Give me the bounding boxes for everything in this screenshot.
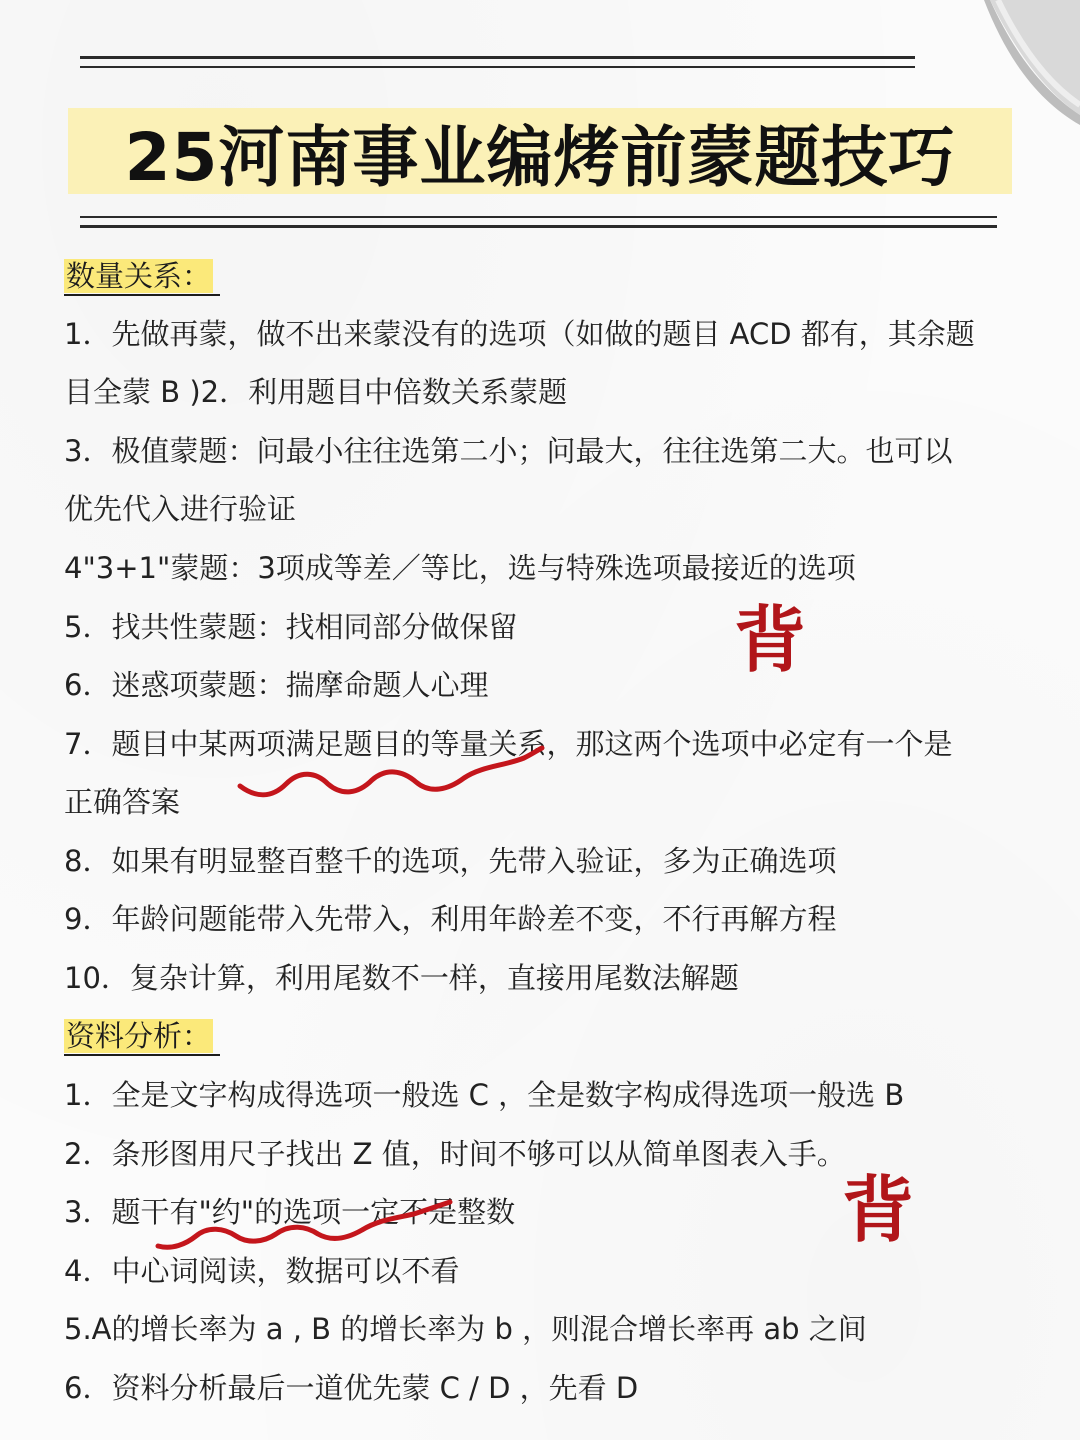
handwritten-note-memorize: 背	[734, 597, 807, 682]
list-item: 8．如果有明显整百整千的选项，先带入验证，多为正确选项	[64, 844, 837, 878]
section-header-underline	[64, 1054, 220, 1056]
list-item: 7．题目中某两项满足题目的等量关系，那这两个选项中必定有一个是	[64, 727, 953, 761]
section-header-label: 数量关系：	[66, 259, 212, 293]
handwritten-underline-squiggle	[156, 1200, 456, 1250]
list-item: 6．资料分析最后一道优先蒙 C / D ，先看 D	[64, 1371, 639, 1405]
list-item: 6．迷惑项蒙题：揣摩命题人心理	[64, 668, 489, 702]
list-item: 4"3+1"蒙题：3项成等差／等比，选与特殊选项最接近的选项	[64, 551, 856, 585]
list-item: 3．极值蒙题：问最小往往选第二小；问最大，往往选第二大。也可以	[64, 434, 953, 468]
page-title: 25河南事业编烤前蒙题技巧	[124, 118, 956, 196]
list-item: 9．年龄问题能带入先带入，利用年龄差不变，不行再解方程	[64, 902, 837, 936]
section-header-quantity	[64, 254, 213, 298]
list-item: 1．全是文字构成得选项一般选 C ，全是数字构成得选项一般选 B	[64, 1078, 905, 1112]
list-item: 5．找共性蒙题：找相同部分做保留	[64, 610, 518, 644]
list-item: 目全蒙 B )2．利用题目中倍数关系蒙题	[64, 375, 568, 409]
list-item: 5.A的增长率为 a , B 的增长率为 b ，则混合增长率再 ab 之间	[64, 1312, 867, 1346]
handwritten-underline-squiggle	[236, 748, 546, 798]
handwritten-note-memorize: 背	[842, 1167, 915, 1252]
list-item: 10．复杂计算，利用尾数不一样，直接用尾数法解题	[64, 961, 739, 995]
list-item: 3．题干有"约"的选项一定不是整数	[64, 1195, 516, 1229]
list-item: 正确答案	[64, 785, 181, 819]
section-header-label: 资料分析：	[66, 1019, 212, 1053]
title-banner	[68, 108, 1012, 194]
list-item: 优先代入进行验证	[64, 492, 297, 526]
section-header-data-analysis	[64, 1014, 213, 1058]
list-item: 2．条形图用尺子找出 Z 值，时间不够可以从简单图表入手。	[64, 1137, 846, 1171]
list-item: 1．先做再蒙，做不出来蒙没有的选项（如做的题目 ACD 都有，其余题	[64, 317, 975, 351]
bottom-double-rule	[80, 216, 997, 228]
list-item: 4．中心词阅读，数据可以不看	[64, 1254, 460, 1288]
section-header-underline	[64, 294, 220, 296]
top-double-rule	[80, 56, 915, 68]
